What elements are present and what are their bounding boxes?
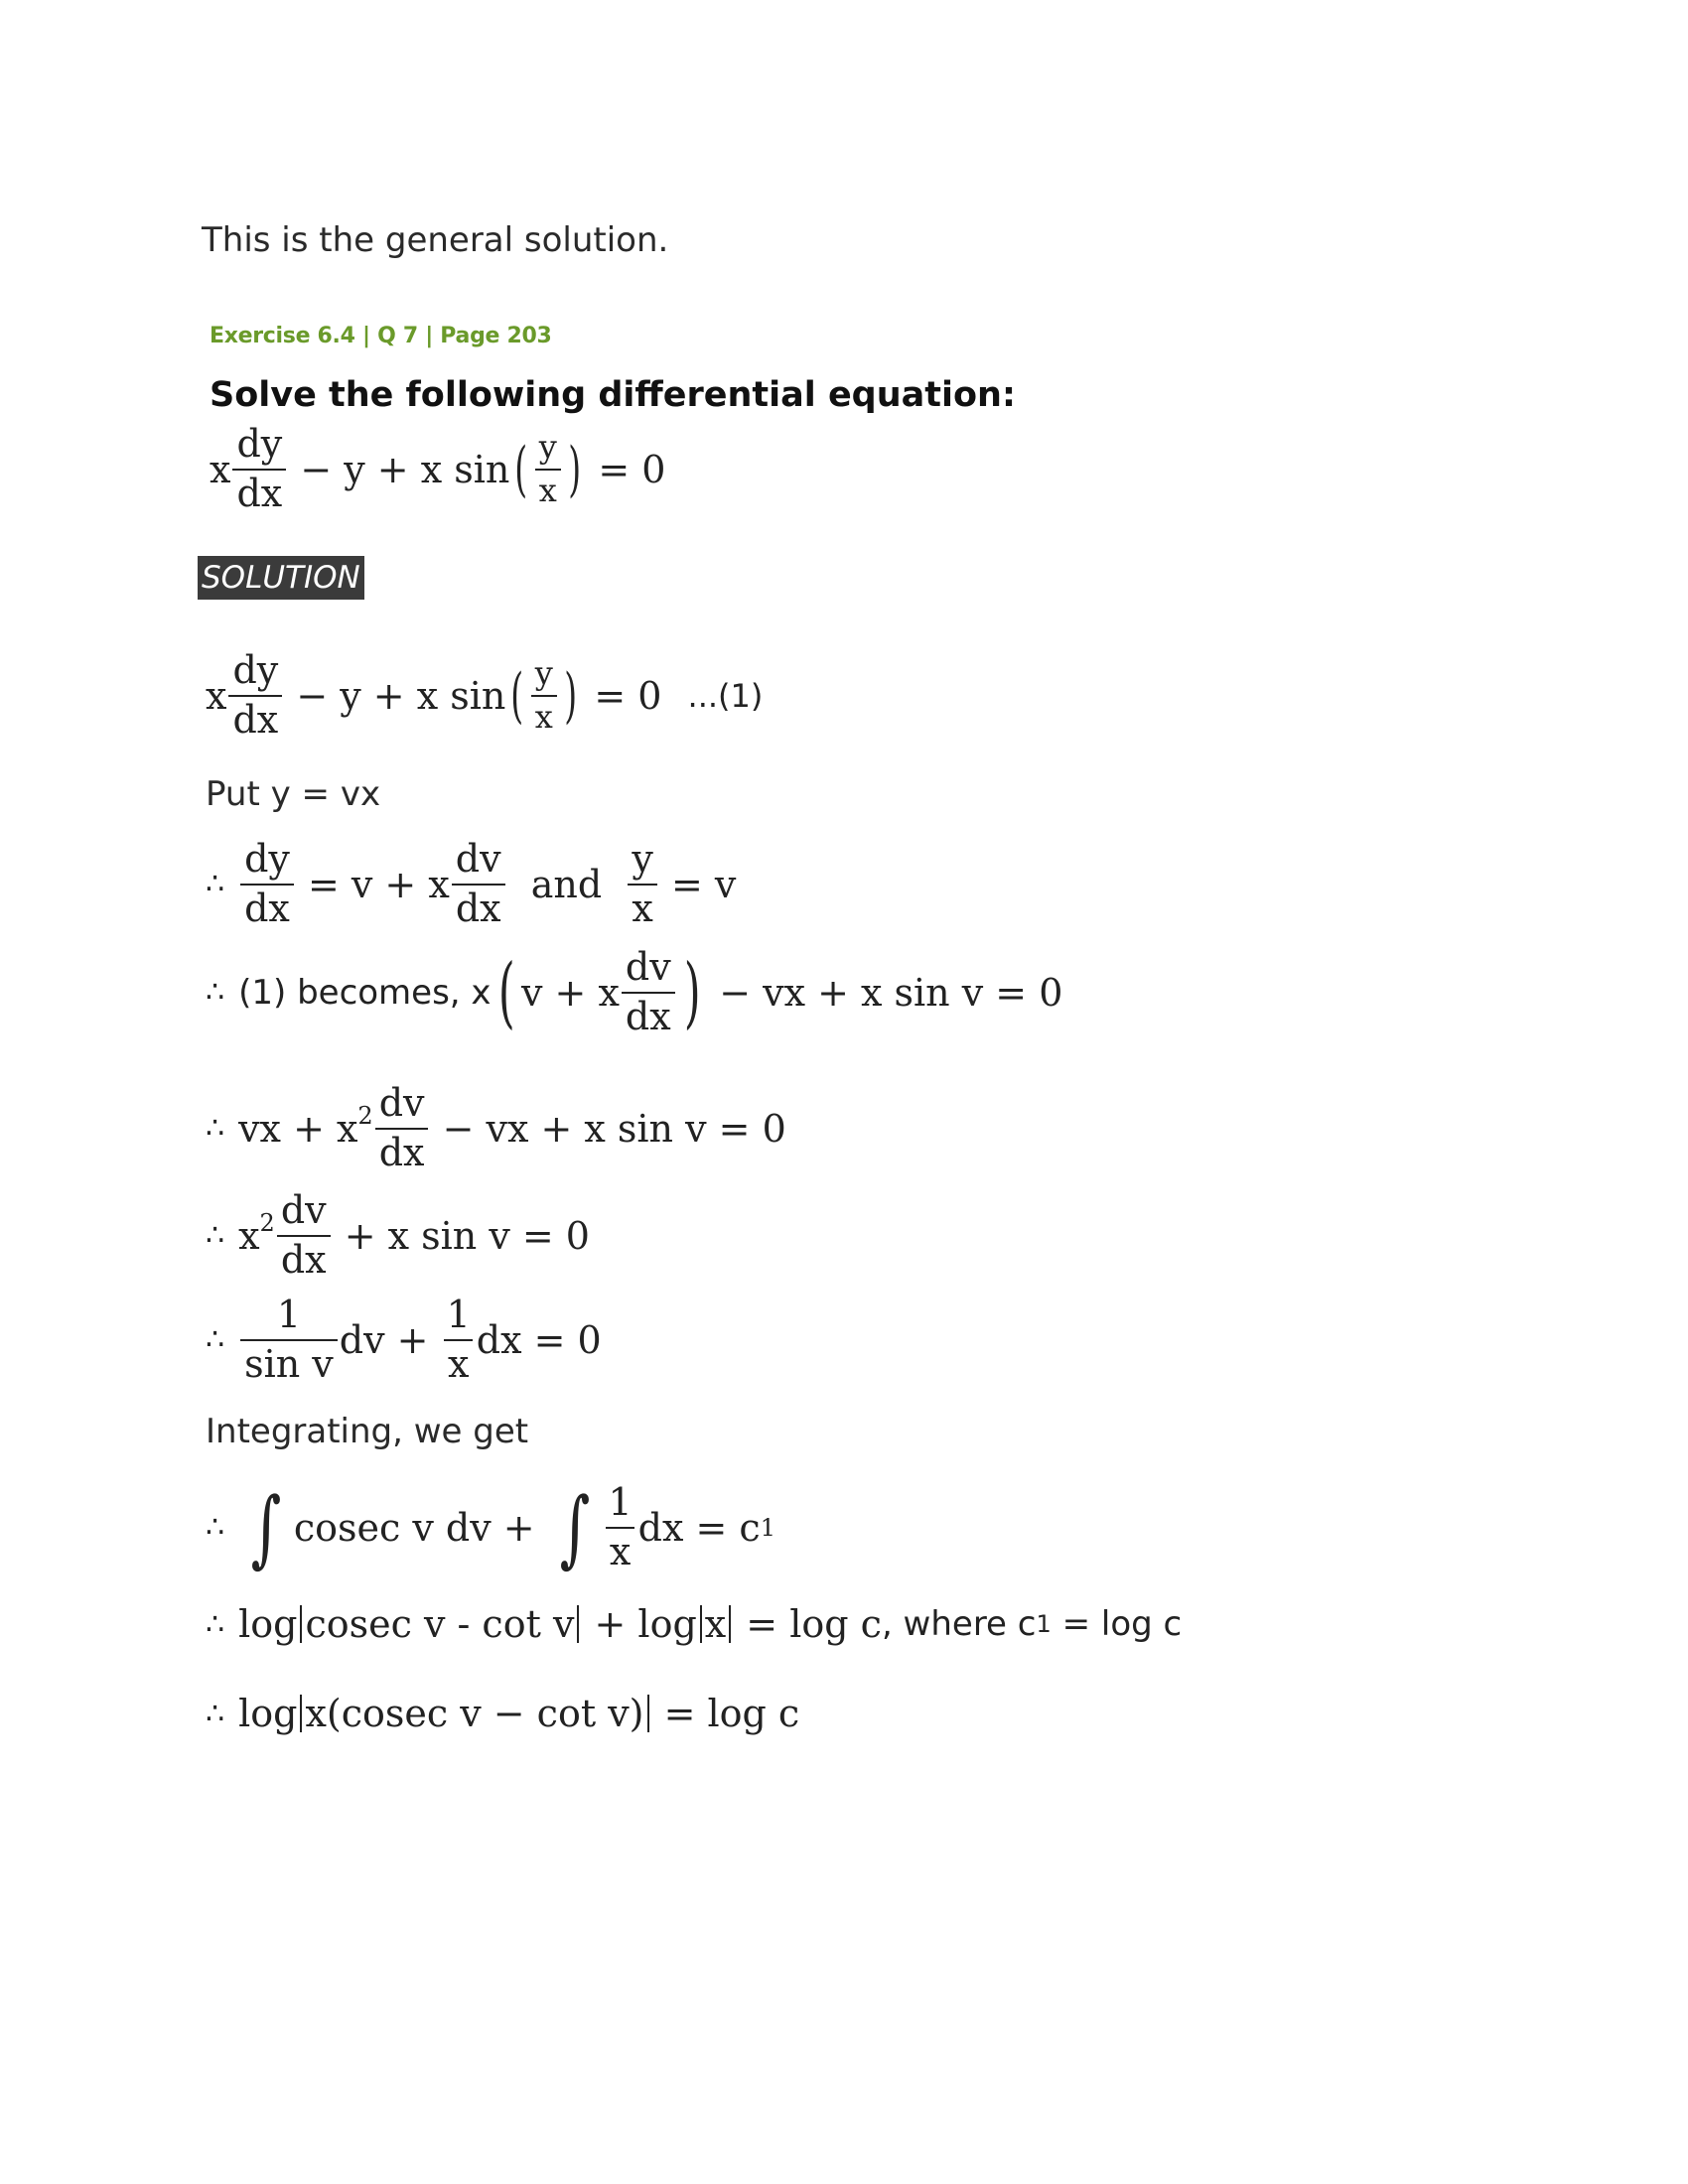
fraction-dy-dx: $\frac{dy}{dx}$ bbox=[232, 425, 286, 514]
fraction-y-x: $\frac{y}{x}$ bbox=[535, 431, 561, 507]
general-solution-text: This is the general solution. bbox=[202, 220, 669, 260]
where-rhs: = log c bbox=[1051, 1604, 1183, 1644]
integral-symbol: ∫ bbox=[559, 1478, 590, 1576]
becomes-text: (1) becomes, x bbox=[238, 972, 492, 1013]
and-word: and bbox=[530, 862, 603, 906]
equation-log: ∴ log cosec v - cot v + log x = log c , where c 1 = log c bbox=[206, 1602, 1183, 1646]
exercise-reference[interactable]: Exercise 6.4 | Q 7 | Page 203 bbox=[210, 324, 552, 348]
equation-1: x $\frac{dy}{dx}$ − y + x sin ( $\frac{y}{x}$ ) = 0 ...(1) bbox=[206, 648, 764, 742]
equation-separate: ∴ $\frac{1}{\text{sin v}}$ dv + $\frac{1}{x}$ dx = 0 bbox=[206, 1293, 602, 1386]
solution-label bbox=[198, 556, 364, 600]
therefore-symbol: ∴ bbox=[206, 867, 225, 902]
equation-expand: ∴ vx + $x^2$ $\frac{dv}{dx}$ − vx + x sin v = 0 bbox=[206, 1081, 786, 1174]
question-title: Solve the following differential equation: bbox=[210, 375, 1016, 415]
where-text: , where c bbox=[881, 1604, 1037, 1644]
solution-badge: SOLUTION bbox=[198, 556, 364, 600]
integrating-text: Integrating, we get bbox=[206, 1412, 529, 1451]
question-equation: x $\frac{dy}{dx}$ − y + x sin ( $\frac{y}{x}$ ) = 0 bbox=[210, 422, 666, 515]
equation-tag: ...(1) bbox=[687, 676, 764, 715]
equation-simplify: ∴ $x^2$ $\frac{dv}{dx}$ + x sin v = 0 bbox=[206, 1188, 590, 1282]
equation-becomes: ∴ (1) becomes, x ( v + x $\frac{dv}{dx}$ ) − vx + x sin v = 0 bbox=[206, 945, 1063, 1038]
equation-final: ∴ log x(cosec v − cot v) = log c bbox=[206, 1692, 800, 1735]
equation-integral: ∴ ∫ cosec v dv + ∫ $\frac{1}{x}$ dx = c 1 bbox=[206, 1478, 775, 1576]
equation-derivative: ∴ $\frac{dy}{dx}$ = v + x $\frac{dv}{dx}$ and $\frac{y}{x}$ = v bbox=[206, 837, 737, 930]
put-text: Put y = vx bbox=[206, 774, 381, 814]
integral-symbol: ∫ bbox=[250, 1478, 282, 1576]
